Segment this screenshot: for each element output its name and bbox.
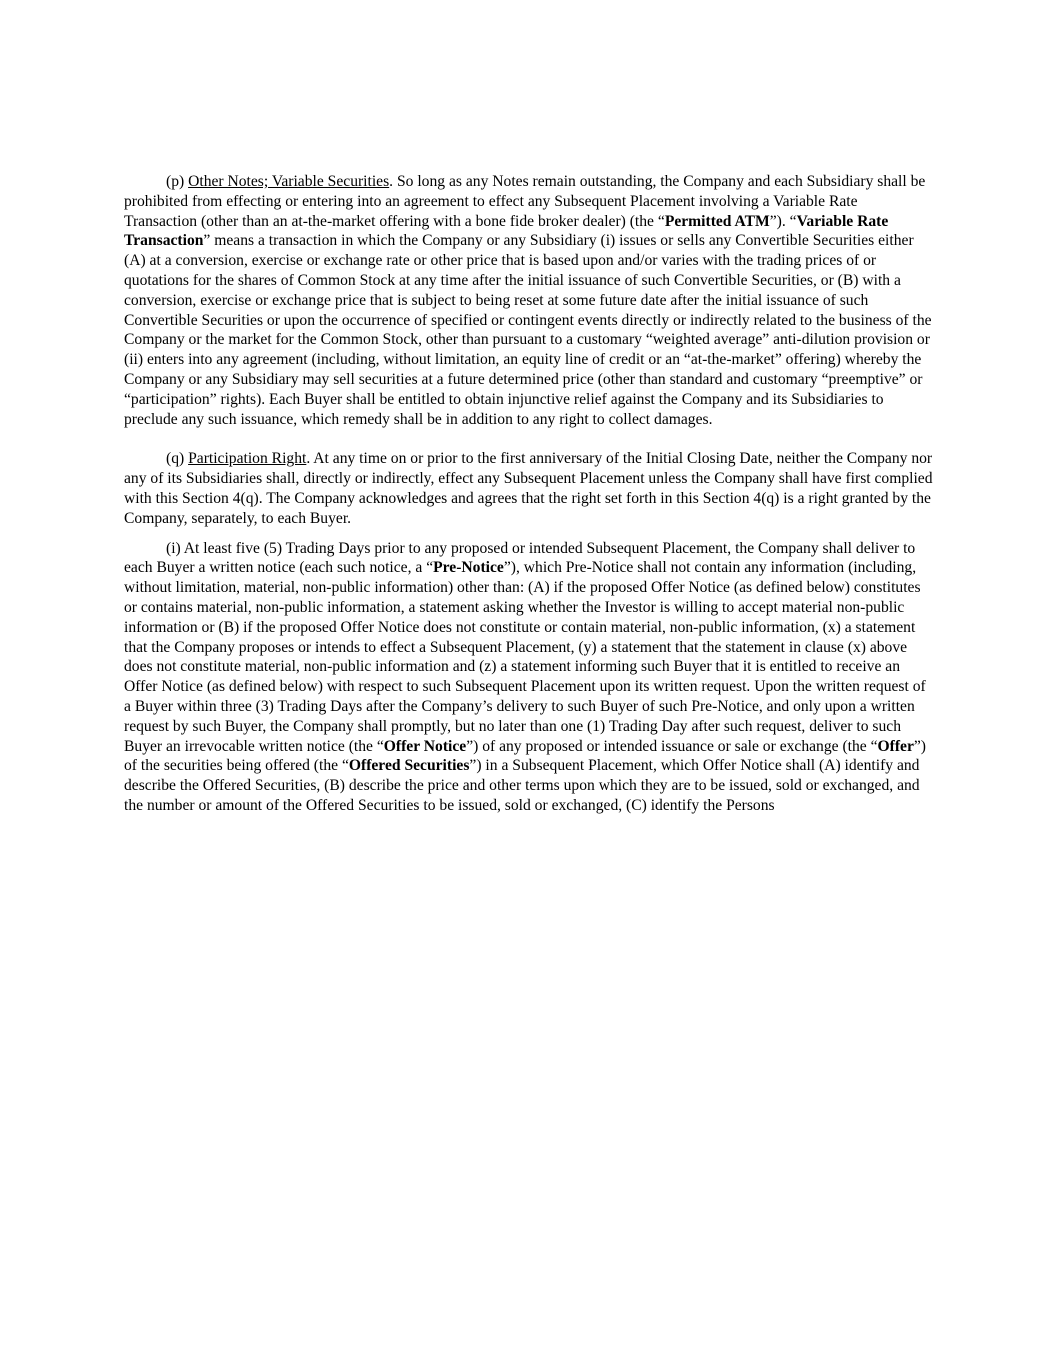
section-q-label: (q) [166,450,185,468]
section-q-i-text-5: ”) in a Subsequent Placement, which Offer Notice shall (A) identify and describe the Offered Securities, (B) describe the price and other terms upon which they are to be issued, sold or exchanged, and the number or amount of the Offered Securities to be issued, sold or exchanged, (C) identify the Persons [124,757,920,814]
section-q-i-text-4: ”) of the securities being offered (the “ [124,737,927,775]
term-offer: Offer [877,737,914,755]
term-pre-notice: Pre-Notice [433,559,504,577]
term-permitted-atm: Permitted ATM [664,212,770,230]
section-p-text-1: . So long as any Notes remain outstanding, the Company and each Subsidiary shall be prohibited from effecting or entering into an agreement to effect any Subsequent Placement involving a Variable Rate Transaction (other than an at-the-market offering with a bone fide broker dealer) (the “ [124,173,926,230]
section-q-heading: Participation Right [188,450,307,468]
section-q-i-text-3: ”) of any proposed or intended issuance or sale or exchange (the “ [466,737,878,755]
document-page [124,172,934,816]
section-q-paragraph [124,449,934,528]
term-offer-notice: Offer Notice [383,737,467,755]
section-q-text-1: . At any time on or prior to the first anniversary of the Initial Closing Date, neither the Company nor any of its Subsidiaries shall, directly or indirectly, effect any Subsequent Placement unless the Company shall have first complied with this Section 4(q). The Company acknowledges and agrees that the right set forth in this Section 4(q) is a right granted by the Company, separately, to each Buyer. [124,450,933,527]
section-q-i-text-1: (i) At least five (5) Trading Days prior to any proposed or intended Subsequent Placement, the Company shall deliver to each Buyer a written notice (each such notice, a “ [124,539,916,577]
section-p-label: (p) [166,173,185,190]
term-variable-rate-transaction: Variable Rate Transaction [124,212,889,250]
section-q-i-text-2: ”), which Pre-Notice shall not contain any information (including, without limitation, material, non-public information) other than: (A) if the proposed Offer Notice (as defined below) constitutes or contains material, non-public information, a statement asking whether the Investor is willing to accept material non-public information or (B) if the proposed Offer Notice does not constitute or contain material, non-public information, (x) a statement that the Company proposes or intends to effect a Subsequent Placement, (y) a statement that the statement in clause (x) above does not constitute material, non-public information and (z) a statement informing such Buyer that it is entitled to receive an Offer Notice (as defined below) with respect to such Subsequent Placement upon its written request. Upon the written request of a Buyer within three (3) Trading Days after the Company’s delivery to such Buyer of such Pre-Notice, and only upon a written request by such Buyer, the Company shall promptly, but no later than one (1) Trading Day after such request, deliver to such Buyer an irrevocable written notice (the “ [124,559,926,755]
section-p-paragraph [124,172,934,429]
section-p-text-3: ” means a transaction in which the Company or any Subsidiary (i) issues or sells any Convertible Securities either (A) at a conversion, exercise or exchange rate or other price that is based upon and/or varies with the trading prices of or quotations for the shares of Common Stock at any time after the initial issuance of such Convertible Securities, or (B) with a conversion, exercise or exchange price that is subject to being reset at some future date after the initial issuance of such Convertible Securities or upon the occurrence of specified or contingent events directly or indirectly related to the business of the Company or the market for the Common Stock, other than pursuant to a customary “weighted average” anti-dilution provision or (ii) enters into any agreement (including, without limitation, an equity line of credit or an “at-the-market” offering) whereby the Company or any Subsidiary may sell securities at a future determined price (other than standard and customary “preemptive” or “participation” rights). Each Buyer shall be entitled to obtain injunctive relief against the Company and its Subsidiaries to preclude any such issuance, which remedy shall be in addition to any right to collect damages. [124,232,932,428]
section-p-text-2: ”). “ [769,212,797,230]
section-q-i-paragraph [124,539,934,816]
section-p-heading: Other Notes; Variable Securities [188,173,390,190]
term-offered-securities: Offered Securities [348,757,470,775]
